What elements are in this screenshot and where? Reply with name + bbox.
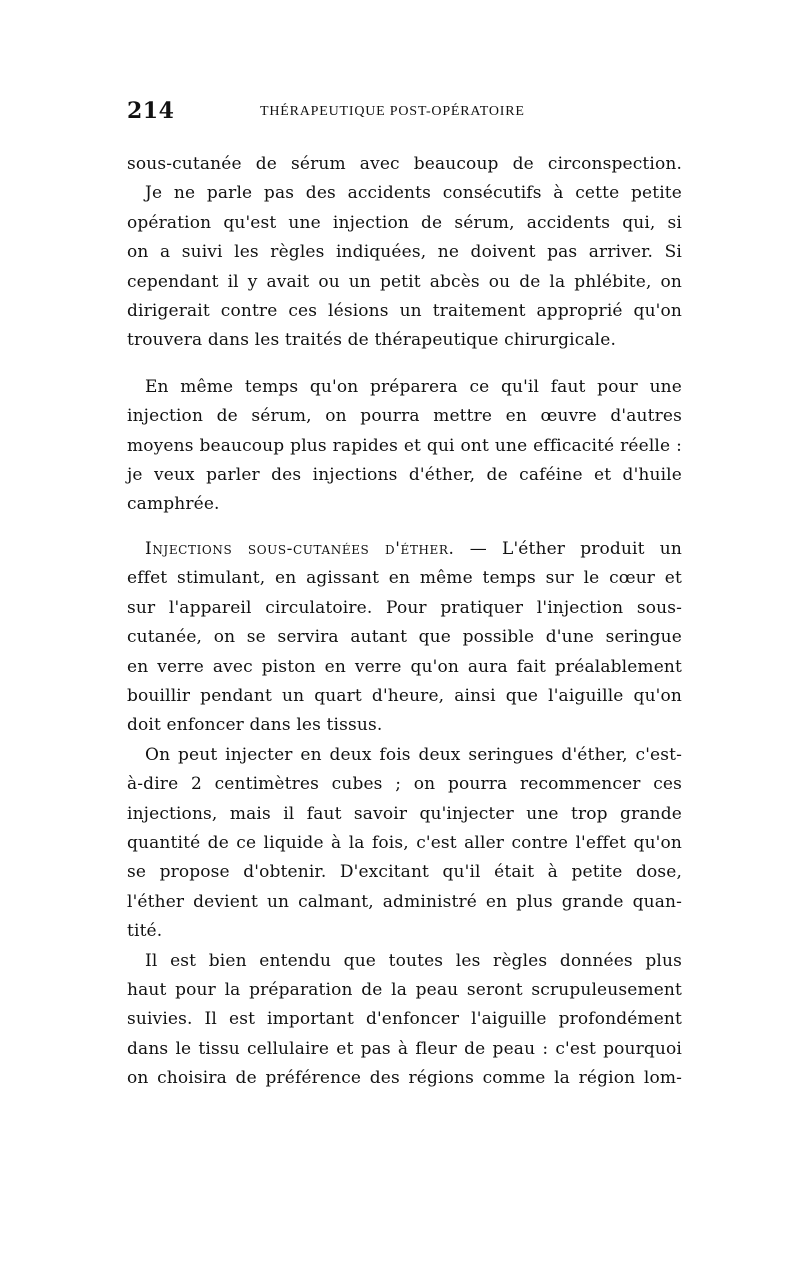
paragraph-accidents bbox=[127, 179, 682, 355]
paragraph-rules bbox=[127, 947, 682, 1094]
paragraph-ether bbox=[127, 535, 682, 741]
text-line: tité. bbox=[127, 921, 163, 942]
text-line: dans le tissu cellulaire et pas à fleur de peau : c'est pourquoi bbox=[127, 1038, 682, 1059]
text-line: sur l'appareil circulatoire. Pour pratiquer l'injection sous- bbox=[127, 597, 682, 618]
text-line: cutanée, on se servira autant que possible d'une seringue bbox=[127, 627, 682, 648]
text-line: l'éther devient un calmant, administré en plus grande quan- bbox=[127, 891, 682, 912]
page-number: 214 bbox=[127, 98, 175, 124]
text-line: cependant il y avait ou un petit abcès ou de la phlébite, on bbox=[127, 271, 682, 292]
text-line: injection de sérum, on pourra mettre en œuvre d'autres bbox=[127, 406, 682, 427]
text-line: doit enfoncer dans les tissus. bbox=[127, 715, 383, 736]
text-line bbox=[127, 535, 682, 564]
paragraph-injections-intro bbox=[127, 373, 682, 520]
text-line: injections, mais il faut savoir qu'injecter une trop grande bbox=[127, 803, 682, 824]
text-line: dirigerait contre ces lésions un traitement approprié qu'on bbox=[127, 301, 682, 322]
text-line-rest: — L'éther produit un bbox=[454, 538, 682, 559]
body-text bbox=[127, 150, 682, 1094]
text-line: Il est bien entendu que toutes les règles données plus bbox=[145, 950, 682, 971]
running-title: THÉRAPEUTIQUE POST-OPÉRATOIRE bbox=[260, 104, 525, 119]
text-line: camphrée. bbox=[127, 494, 220, 515]
text-line: effet stimulant, en agissant en même temps sur le cœur et bbox=[127, 568, 682, 589]
text-line: à-dire 2 centimètres cubes ; on pourra recommencer ces bbox=[127, 774, 682, 795]
text-line: On peut injecter en deux fois deux seringues d'éther, c'est- bbox=[145, 744, 682, 765]
text-line: opération qu'est une injection de sérum, accidents qui, si bbox=[127, 212, 682, 233]
text-line: moyens beaucoup plus rapides et qui ont une efficacité réelle : bbox=[127, 435, 682, 456]
text-line: on a suivi les règles indiquées, ne doivent pas arriver. Si bbox=[127, 242, 682, 263]
text-line: Je ne parle pas des accidents consécutifs à cette petite bbox=[145, 183, 682, 204]
text-line: suivies. Il est important d'enfoncer l'aiguille profondément bbox=[127, 1009, 682, 1030]
paragraph-dosage bbox=[127, 741, 682, 947]
text-line: se propose d'obtenir. D'excitant qu'il était à petite dose, bbox=[127, 862, 682, 883]
text-line: on choisira de préférence des régions comme la région lom- bbox=[127, 1068, 682, 1089]
book-page bbox=[127, 98, 682, 1094]
text-line: quantité de ce liquide à la fois, c'est aller contre l'effet qu'on bbox=[127, 832, 682, 853]
text-line: bouillir pendant un quart d'heure, ainsi que l'aiguille qu'on bbox=[127, 685, 682, 706]
text-line: haut pour la préparation de la peau seront scrupuleusement bbox=[127, 979, 682, 1000]
page-header bbox=[127, 98, 682, 138]
text-line: je veux parler des injections d'éther, de caféine et d'huile bbox=[127, 465, 682, 486]
section-heading: Injections sous-cutanées d'éther. bbox=[145, 538, 455, 559]
text-line: trouvera dans les traités de thérapeutique chirurgicale. bbox=[127, 330, 617, 351]
paragraph-continuation bbox=[127, 150, 682, 179]
text-line: sous-cutanée de sérum avec beaucoup de circonspection. bbox=[127, 154, 682, 174]
text-line: en verre avec piston en verre qu'on aura fait préalablement bbox=[127, 656, 682, 677]
text-line: En même temps qu'on préparera ce qu'il faut pour une bbox=[145, 376, 682, 397]
